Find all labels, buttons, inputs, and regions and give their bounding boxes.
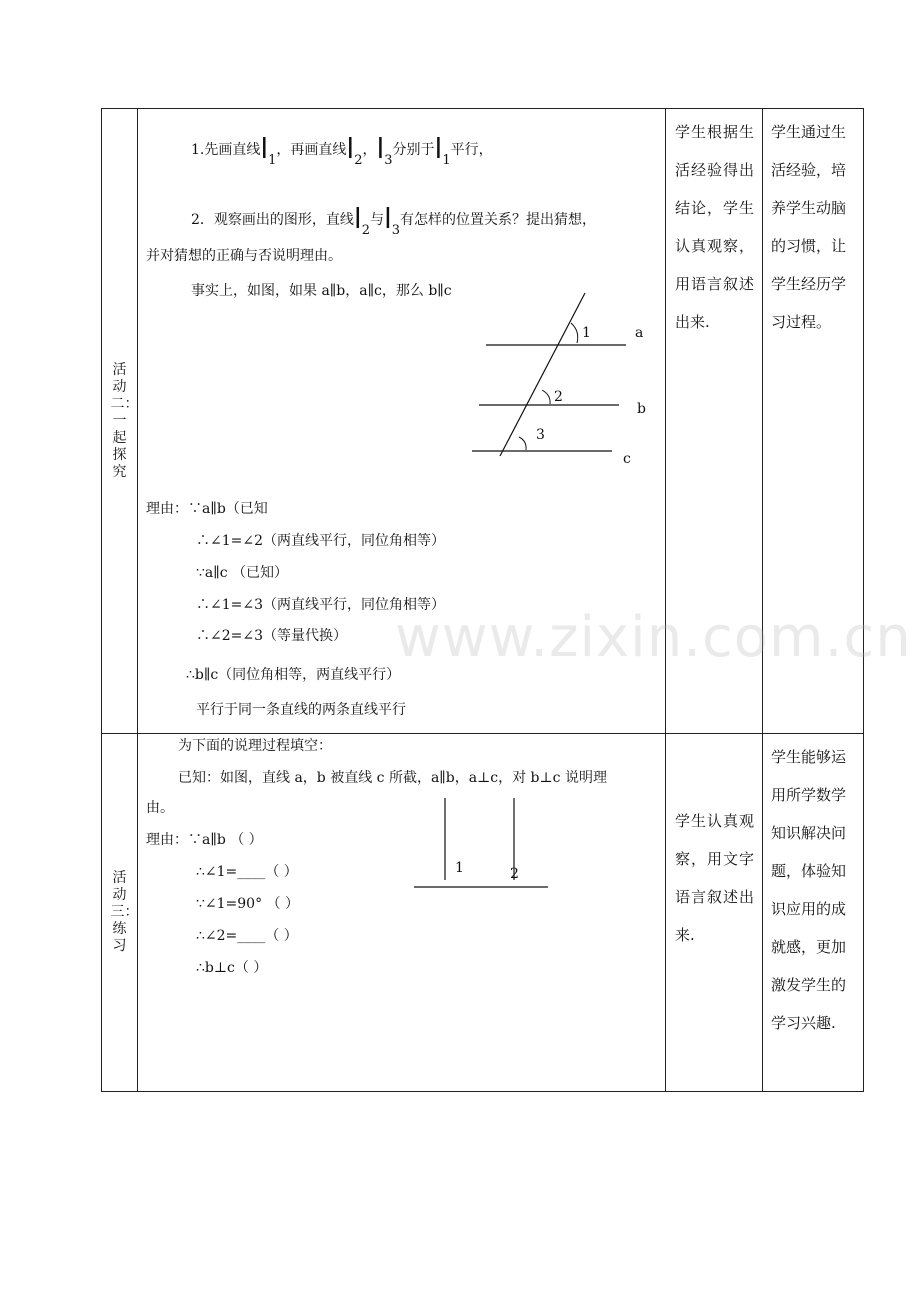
- activity2-purpose-text: 学生通过生活经验，培养学生动脑的习惯，让学生经历学习过程。: [771, 123, 847, 331]
- fact-statement: 事实上，如图，如果 a∥b，a∥c，那么 b∥c: [191, 283, 452, 299]
- label-c: c: [623, 451, 631, 467]
- perpendicular-figure: [408, 792, 558, 902]
- exercise-proof-4: ∴∠2=____（ ）: [196, 928, 298, 944]
- watermark: www.zixin.com.cn: [395, 605, 912, 670]
- activity3-student-text: 学生认真观察，用文字语言叙述出来.: [675, 812, 754, 944]
- activity3-row: [102, 734, 864, 1092]
- angle2-arc: [542, 390, 550, 404]
- activity3-label: 活动三：练习: [110, 870, 139, 954]
- angle3-label: 3: [536, 427, 545, 443]
- step2-text: 2．观察画出的图形，直线l2与l3有怎样的位置关系？提出猜想，: [191, 202, 597, 238]
- exercise-angle2-label: 2: [510, 866, 519, 882]
- activity3-label-cell: [102, 734, 138, 1092]
- exercise-proof-3: ∵∠1=90° （ ）: [196, 896, 299, 912]
- exercise-proof-5: ∴b⊥c（ ）: [196, 960, 268, 976]
- proof-line-6: ∴b∥c（同位角相等，两直线平行）: [186, 667, 401, 683]
- activity3-purpose-cell: [763, 734, 864, 1092]
- exercise-proof-1: 理由：∵a∥b （ ）: [146, 832, 263, 848]
- exercise-angle1-label: 1: [455, 860, 464, 876]
- exercise-given-line1: 已知：如图，直线 a，b 被直线 c 所截，a∥b，a⊥c，对 b⊥c 说明理: [178, 770, 607, 786]
- activity3-student-cell: [666, 734, 763, 1092]
- lesson-plan-table: [101, 108, 864, 1092]
- proof-line-3: ∵a∥c （已知）: [196, 565, 289, 581]
- label-b: b: [637, 401, 646, 417]
- activity3-purpose-text: 学生能够运用所学数学知识解决问题，体验知识应用的成就感，更加激发学生的学习兴趣.: [771, 748, 847, 1032]
- activity3-content-cell: [138, 734, 666, 1092]
- label-a: a: [635, 325, 644, 341]
- exercise-given-line2: 由。: [146, 800, 174, 816]
- proof-line-1: 理由：∵a∥b（已知: [146, 501, 268, 517]
- proof-line-2: ∴∠1=∠2（两直线平行，同位角相等）: [196, 533, 446, 549]
- activity2-label-cell: [102, 109, 138, 734]
- step2-text-line2: 并对猜想的正确与否说明理由。: [146, 248, 342, 264]
- angle3-arc: [519, 437, 526, 450]
- exercise-intro: 为下面的说理过程填空：: [178, 738, 332, 754]
- activity2-label: 活动二：一起探究: [110, 361, 139, 480]
- step1-text: 1.先画直线l1，再画直线l2，l3分别于l1平行，: [191, 132, 493, 168]
- parallel-lines-figure: [468, 289, 668, 469]
- exercise-proof-2: ∴∠1=____（ ）: [196, 864, 298, 880]
- angle2-label: 2: [554, 389, 563, 405]
- activity2-student-text: 学生根据生活经验得出结论，学生认真观察，用语言叙述出来.: [675, 123, 754, 331]
- angle1-label: 1: [582, 325, 591, 341]
- proof-line-5: ∴∠2=∠3（等量代换）: [196, 628, 348, 644]
- angle1-arc: [571, 323, 578, 343]
- proof-line-4: ∴∠1=∠3（两直线平行，同位角相等）: [196, 597, 446, 613]
- conclusion-line: 平行于同一条直线的两条直线平行: [196, 702, 406, 718]
